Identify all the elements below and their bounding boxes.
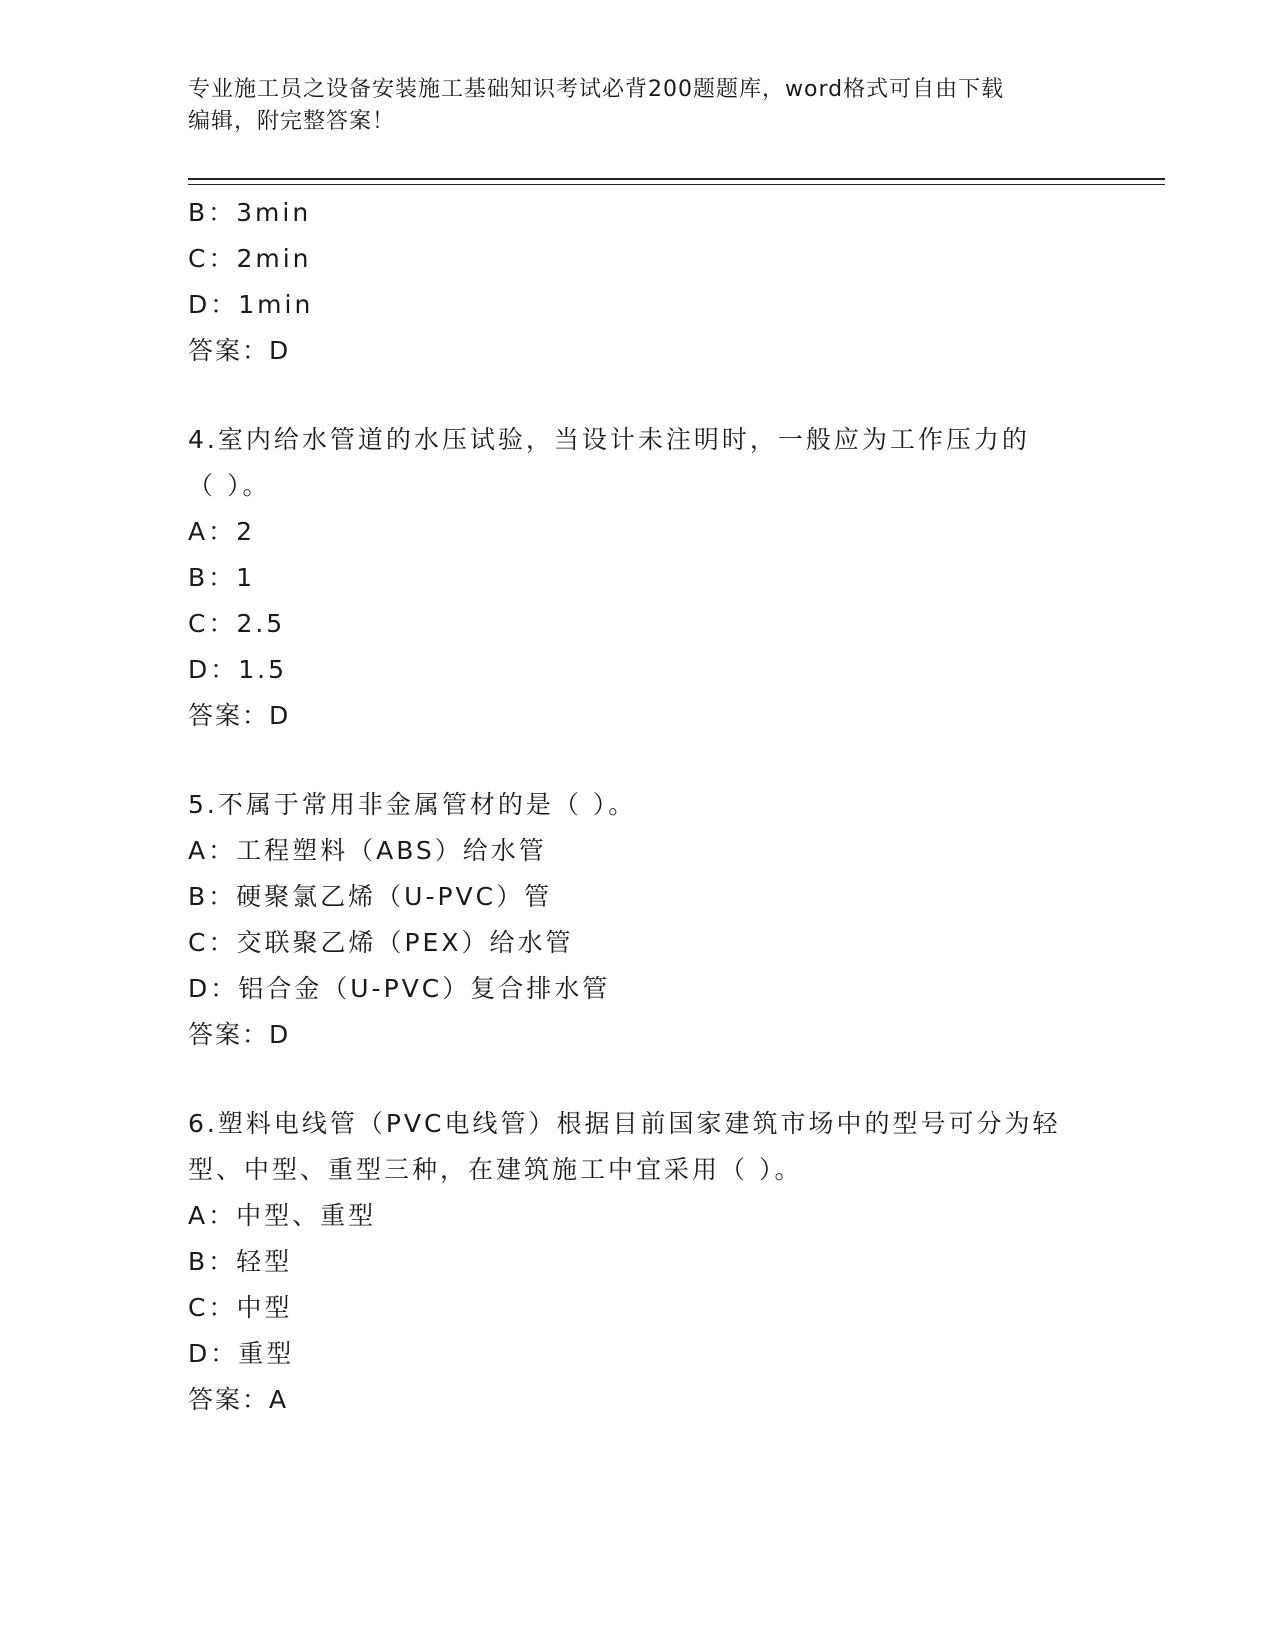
option-c: C：2min [188,244,312,273]
question-5 [188,782,1088,1058]
answer-line: 答案：A [188,1385,289,1414]
option-a: A：中型、重型 [188,1201,377,1230]
option-c: C：中型 [188,1293,293,1322]
option-d: D：1.5 [188,655,288,684]
answer-line: 答案：D [188,1020,291,1049]
header-title-line-2: 编辑，附完整答案！ [188,109,396,134]
header-rule-thin [188,184,1165,185]
option-b: B：1 [188,563,256,592]
question-4 [188,417,1088,739]
option-a: A：工程塑料（ABS）给水管 [188,836,547,865]
option-c: C：交联聚乙烯（PEX）给水管 [188,928,574,957]
answer-line: 答案：D [188,336,291,365]
header-rule-thick [188,178,1165,180]
question-text-line: 型、中型、重型三种，在建筑施工中宜采用（ ）。 [188,1155,803,1184]
option-a: A：2 [188,517,256,546]
question-text-line: （ ）。 [188,471,271,500]
document-body [188,190,1088,1423]
answer-line: 答案：D [188,701,291,730]
header-title-line-1: 专业施工员之设备安装施工基础知识考试必背200题题库，word格式可自由下载 [188,77,1005,102]
option-d: D：1min [188,290,314,319]
document-header [188,74,1088,138]
option-b: B：轻型 [188,1247,293,1276]
question-text-line: 4.室内给水管道的水压试验，当设计未注明时，一般应为工作压力的 [188,425,1030,454]
question-text-line: 6.塑料电线管（PVC电线管）根据目前国家建筑市场中的型号可分为轻 [188,1109,1061,1138]
option-b: B：3min [188,198,312,227]
option-d: D：重型 [188,1339,295,1368]
option-b: B：硬聚氯乙烯（U-PVC）管 [188,882,553,911]
question-3-continuation [188,190,1088,374]
question-6 [188,1101,1088,1423]
question-text-line: 5.不属于常用非金属管材的是（ ）。 [188,790,637,819]
option-d: D：铝合金（U-PVC）复合排水管 [188,974,611,1003]
option-c: C：2.5 [188,609,286,638]
